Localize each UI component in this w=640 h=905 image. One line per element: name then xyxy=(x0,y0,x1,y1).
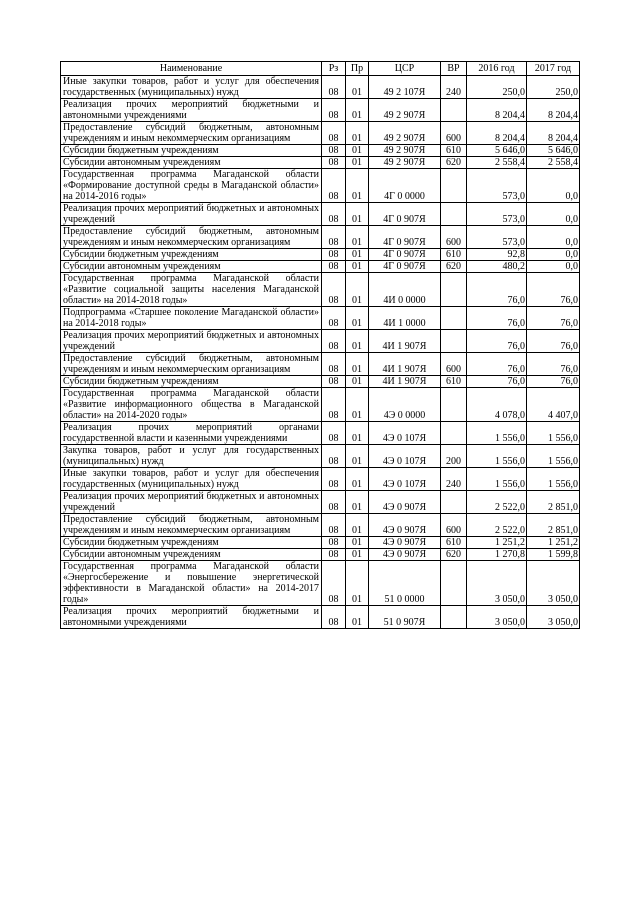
cell-2017: 2 851,0 xyxy=(527,491,580,514)
cell-vr xyxy=(441,606,467,629)
cell-2016: 76,0 xyxy=(467,307,527,330)
cell-pr: 01 xyxy=(346,330,369,353)
cell-pr: 01 xyxy=(346,249,369,261)
cell-vr xyxy=(441,561,467,606)
document-page xyxy=(60,61,640,629)
header-row xyxy=(61,62,580,76)
cell-pr: 01 xyxy=(346,561,369,606)
cell-csr: 4И 1 907Я xyxy=(369,376,441,388)
cell-vr: 610 xyxy=(441,376,467,388)
table-row xyxy=(61,549,580,561)
cell-2017: 0,0 xyxy=(527,226,580,249)
cell-rz: 08 xyxy=(322,169,346,203)
cell-pr: 01 xyxy=(346,549,369,561)
cell-2016: 1 556,0 xyxy=(467,422,527,445)
table-row xyxy=(61,537,580,549)
cell-pr: 01 xyxy=(346,422,369,445)
table-row xyxy=(61,169,580,203)
table-row xyxy=(61,157,580,169)
cell-pr: 01 xyxy=(346,76,369,99)
cell-2016: 2 522,0 xyxy=(467,514,527,537)
cell-2017: 2 851,0 xyxy=(527,514,580,537)
cell-rz: 08 xyxy=(322,226,346,249)
cell-rz: 08 xyxy=(322,261,346,273)
cell-rz: 08 xyxy=(322,388,346,422)
cell-csr: 51 0 907Я xyxy=(369,606,441,629)
table-row xyxy=(61,203,580,226)
cell-2016: 2 558,4 xyxy=(467,157,527,169)
header-vr: ВР xyxy=(441,62,467,76)
cell-csr: 4Э 0 907Я xyxy=(369,549,441,561)
cell-csr: 4И 1 907Я xyxy=(369,353,441,376)
cell-name: Закупка товаров, работ и услуг для государственных (муниципальных) нужд xyxy=(61,445,322,468)
cell-pr: 01 xyxy=(346,376,369,388)
cell-2017: 76,0 xyxy=(527,307,580,330)
cell-name: Государственная программа Магаданской области «Формирование доступной среды в Магаданской области» на 2014-2016 годы» xyxy=(61,169,322,203)
cell-name: Реализация прочих мероприятий органами государственной власти и казенными учреждениями xyxy=(61,422,322,445)
cell-rz: 08 xyxy=(322,468,346,491)
cell-2016: 2 522,0 xyxy=(467,491,527,514)
cell-name: Субсидии бюджетным учреждениям xyxy=(61,376,322,388)
cell-rz: 08 xyxy=(322,491,346,514)
cell-2016: 480,2 xyxy=(467,261,527,273)
cell-pr: 01 xyxy=(346,353,369,376)
cell-pr: 01 xyxy=(346,606,369,629)
cell-csr: 4Э 0 907Я xyxy=(369,491,441,514)
cell-csr: 4Э 0 107Я xyxy=(369,422,441,445)
cell-name: Предоставление субсидий бюджетным, автономным учреждениям и иным некоммерческим организациям xyxy=(61,353,322,376)
cell-2017: 3 050,0 xyxy=(527,606,580,629)
table-row xyxy=(61,261,580,273)
cell-vr: 620 xyxy=(441,549,467,561)
table-row xyxy=(61,561,580,606)
cell-name: Субсидии бюджетным учреждениям xyxy=(61,145,322,157)
cell-vr: 600 xyxy=(441,226,467,249)
header-csr: ЦСР xyxy=(369,62,441,76)
cell-2017: 0,0 xyxy=(527,203,580,226)
cell-name: Предоставление субсидий бюджетным, автономным учреждениям и иным некоммерческим организациям xyxy=(61,122,322,145)
cell-2017: 76,0 xyxy=(527,330,580,353)
cell-pr: 01 xyxy=(346,491,369,514)
cell-rz: 08 xyxy=(322,145,346,157)
cell-csr: 49 2 907Я xyxy=(369,99,441,122)
cell-2016: 573,0 xyxy=(467,226,527,249)
table-body xyxy=(61,76,580,629)
table-row xyxy=(61,468,580,491)
cell-csr: 49 2 907Я xyxy=(369,145,441,157)
table-row xyxy=(61,330,580,353)
cell-name: Предоставление субсидий бюджетным, автономным учреждениям и иным некоммерческим организациям xyxy=(61,226,322,249)
header-2016: 2016 год xyxy=(467,62,527,76)
cell-vr: 200 xyxy=(441,445,467,468)
cell-pr: 01 xyxy=(346,261,369,273)
cell-csr: 4И 1 0000 xyxy=(369,307,441,330)
cell-csr: 4Э 0 907Я xyxy=(369,514,441,537)
cell-2017: 76,0 xyxy=(527,273,580,307)
cell-2017: 5 646,0 xyxy=(527,145,580,157)
cell-vr xyxy=(441,422,467,445)
cell-vr: 610 xyxy=(441,249,467,261)
cell-csr: 51 0 0000 xyxy=(369,561,441,606)
cell-csr: 4Э 0 107Я xyxy=(369,468,441,491)
cell-2017: 1 599,8 xyxy=(527,549,580,561)
cell-rz: 08 xyxy=(322,157,346,169)
table-row xyxy=(61,273,580,307)
cell-2017: 8 204,4 xyxy=(527,99,580,122)
cell-2017: 0,0 xyxy=(527,249,580,261)
cell-rz: 08 xyxy=(322,561,346,606)
table-row xyxy=(61,226,580,249)
cell-rz: 08 xyxy=(322,445,346,468)
cell-2016: 4 078,0 xyxy=(467,388,527,422)
cell-pr: 01 xyxy=(346,157,369,169)
table-row xyxy=(61,99,580,122)
cell-vr: 610 xyxy=(441,145,467,157)
cell-pr: 01 xyxy=(346,226,369,249)
cell-rz: 08 xyxy=(322,549,346,561)
cell-name: Субсидии автономным учреждениям xyxy=(61,157,322,169)
header-name: Наименование xyxy=(61,62,322,76)
cell-name: Реализация прочих мероприятий бюджетными и автономными учреждениями xyxy=(61,99,322,122)
cell-csr: 4Г 0 907Я xyxy=(369,226,441,249)
cell-name: Субсидии автономным учреждениям xyxy=(61,549,322,561)
cell-vr xyxy=(441,491,467,514)
cell-2016: 3 050,0 xyxy=(467,606,527,629)
cell-csr: 49 2 907Я xyxy=(369,157,441,169)
cell-name: Реализация прочих мероприятий бюджетных и автономных учреждений xyxy=(61,330,322,353)
table-row xyxy=(61,491,580,514)
cell-2017: 1 251,2 xyxy=(527,537,580,549)
cell-2016: 76,0 xyxy=(467,376,527,388)
cell-pr: 01 xyxy=(346,203,369,226)
table-row xyxy=(61,422,580,445)
cell-csr: 4Г 0 907Я xyxy=(369,261,441,273)
cell-rz: 08 xyxy=(322,330,346,353)
cell-pr: 01 xyxy=(346,445,369,468)
cell-2016: 573,0 xyxy=(467,169,527,203)
table-row xyxy=(61,606,580,629)
table-row xyxy=(61,514,580,537)
cell-2017: 76,0 xyxy=(527,376,580,388)
table-row xyxy=(61,445,580,468)
cell-name: Предоставление субсидий бюджетным, автономным учреждениям и иным некоммерческим организациям xyxy=(61,514,322,537)
cell-rz: 08 xyxy=(322,307,346,330)
cell-pr: 01 xyxy=(346,169,369,203)
cell-pr: 01 xyxy=(346,537,369,549)
cell-csr: 49 2 907Я xyxy=(369,122,441,145)
table-row xyxy=(61,307,580,330)
cell-vr xyxy=(441,388,467,422)
cell-name: Реализация прочих мероприятий бюджетными и автономными учреждениями xyxy=(61,606,322,629)
cell-name: Иные закупки товаров, работ и услуг для обеспечения государственных (муниципальных) нужд xyxy=(61,468,322,491)
cell-vr: 240 xyxy=(441,468,467,491)
cell-2016: 92,8 xyxy=(467,249,527,261)
cell-2017: 4 407,0 xyxy=(527,388,580,422)
header-pr: Пр xyxy=(346,62,369,76)
table-row xyxy=(61,353,580,376)
cell-vr xyxy=(441,203,467,226)
cell-vr: 600 xyxy=(441,353,467,376)
cell-vr: 600 xyxy=(441,122,467,145)
table-row xyxy=(61,76,580,99)
cell-rz: 08 xyxy=(322,249,346,261)
cell-2016: 3 050,0 xyxy=(467,561,527,606)
cell-name: Реализация прочих мероприятий бюджетных и автономных учреждений xyxy=(61,203,322,226)
cell-name: Государственная программа Магаданской области «Развитие информационного общества в Магаданской области» на 2014-2020 годы» xyxy=(61,388,322,422)
table-header xyxy=(61,62,580,76)
cell-pr: 01 xyxy=(346,307,369,330)
cell-2016: 76,0 xyxy=(467,273,527,307)
cell-2017: 1 556,0 xyxy=(527,422,580,445)
cell-rz: 08 xyxy=(322,99,346,122)
cell-vr: 620 xyxy=(441,261,467,273)
cell-2016: 1 556,0 xyxy=(467,445,527,468)
cell-name: Субсидии автономным учреждениям xyxy=(61,261,322,273)
cell-name: Иные закупки товаров, работ и услуг для обеспечения государственных (муниципальных) нужд xyxy=(61,76,322,99)
cell-vr xyxy=(441,330,467,353)
cell-csr: 4Э 0 107Я xyxy=(369,445,441,468)
cell-rz: 08 xyxy=(322,606,346,629)
cell-csr: 4Э 0 0000 xyxy=(369,388,441,422)
cell-2017: 0,0 xyxy=(527,261,580,273)
cell-vr xyxy=(441,169,467,203)
table-row xyxy=(61,376,580,388)
cell-2016: 1 270,8 xyxy=(467,549,527,561)
budget-table xyxy=(60,61,580,629)
cell-2017: 3 050,0 xyxy=(527,561,580,606)
cell-name: Государственная программа Магаданской области «Энергосбережение и повышение энергетической эффективности в Магаданской области» на 2014-2017 годы» xyxy=(61,561,322,606)
cell-name: Субсидии бюджетным учреждениям xyxy=(61,249,322,261)
cell-pr: 01 xyxy=(346,122,369,145)
cell-name: Реализация прочих мероприятий бюджетных и автономных учреждений xyxy=(61,491,322,514)
cell-vr: 620 xyxy=(441,157,467,169)
cell-2017: 1 556,0 xyxy=(527,445,580,468)
cell-rz: 08 xyxy=(322,273,346,307)
cell-csr: 4Г 0 0000 xyxy=(369,169,441,203)
cell-vr: 240 xyxy=(441,76,467,99)
cell-rz: 08 xyxy=(322,537,346,549)
cell-2016: 76,0 xyxy=(467,353,527,376)
cell-vr xyxy=(441,99,467,122)
header-rz: Рз xyxy=(322,62,346,76)
cell-vr xyxy=(441,273,467,307)
cell-name: Подпрограмма «Старшее поколение Магаданской области» на 2014-2018 годы» xyxy=(61,307,322,330)
cell-csr: 4Г 0 907Я xyxy=(369,203,441,226)
cell-2016: 76,0 xyxy=(467,330,527,353)
cell-csr: 4Э 0 907Я xyxy=(369,537,441,549)
cell-2016: 250,0 xyxy=(467,76,527,99)
cell-csr: 4Г 0 907Я xyxy=(369,249,441,261)
cell-vr: 610 xyxy=(441,537,467,549)
cell-pr: 01 xyxy=(346,99,369,122)
cell-2017: 1 556,0 xyxy=(527,468,580,491)
cell-pr: 01 xyxy=(346,145,369,157)
cell-pr: 01 xyxy=(346,388,369,422)
cell-rz: 08 xyxy=(322,203,346,226)
cell-vr: 600 xyxy=(441,514,467,537)
cell-rz: 08 xyxy=(322,422,346,445)
cell-2017: 250,0 xyxy=(527,76,580,99)
cell-2016: 8 204,4 xyxy=(467,122,527,145)
cell-rz: 08 xyxy=(322,76,346,99)
cell-vr xyxy=(441,307,467,330)
table-row xyxy=(61,122,580,145)
cell-2016: 5 646,0 xyxy=(467,145,527,157)
cell-rz: 08 xyxy=(322,122,346,145)
cell-csr: 4И 1 907Я xyxy=(369,330,441,353)
cell-pr: 01 xyxy=(346,468,369,491)
cell-name: Государственная программа Магаданской области «Развитие социальной защиты населения Магаданской области» на 2014-2018 годы» xyxy=(61,273,322,307)
cell-2016: 8 204,4 xyxy=(467,99,527,122)
cell-2016: 1 556,0 xyxy=(467,468,527,491)
table-row xyxy=(61,145,580,157)
table-row xyxy=(61,388,580,422)
cell-2017: 76,0 xyxy=(527,353,580,376)
cell-rz: 08 xyxy=(322,514,346,537)
header-2017: 2017 год xyxy=(527,62,580,76)
table-row xyxy=(61,249,580,261)
cell-name: Субсидии бюджетным учреждениям xyxy=(61,537,322,549)
cell-2017: 8 204,4 xyxy=(527,122,580,145)
cell-csr: 49 2 107Я xyxy=(369,76,441,99)
cell-pr: 01 xyxy=(346,273,369,307)
cell-2017: 0,0 xyxy=(527,169,580,203)
cell-pr: 01 xyxy=(346,514,369,537)
cell-csr: 4И 0 0000 xyxy=(369,273,441,307)
cell-2017: 2 558,4 xyxy=(527,157,580,169)
cell-rz: 08 xyxy=(322,353,346,376)
cell-2016: 573,0 xyxy=(467,203,527,226)
cell-2016: 1 251,2 xyxy=(467,537,527,549)
cell-rz: 08 xyxy=(322,376,346,388)
